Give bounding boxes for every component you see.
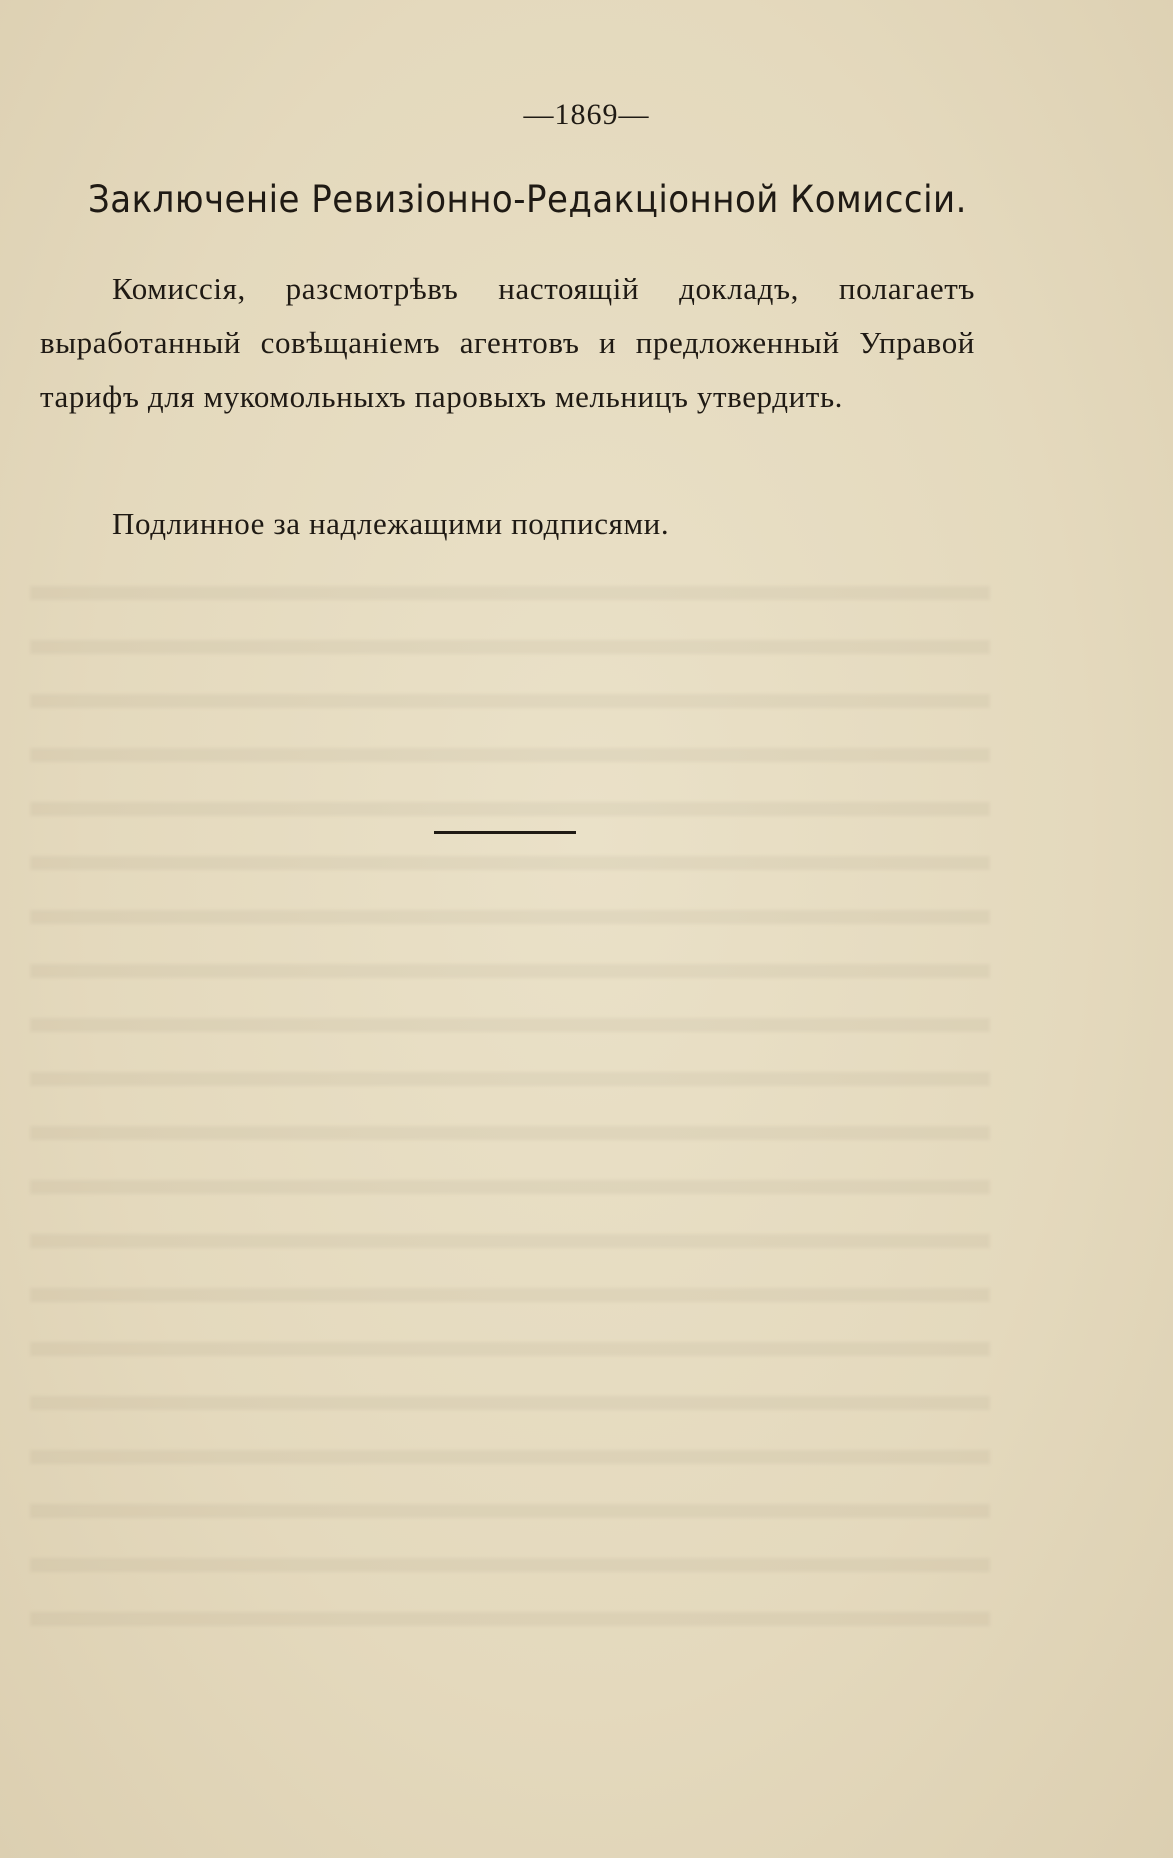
section-title: Заключенiе Ревизiонно-Редакцiонной Комиссiи. bbox=[88, 178, 967, 221]
body-paragraph: Комиссiя, разсмотрѣвъ настоящiй докладъ, полагаетъ выработанный совѣщанiемъ агентовъ и предложенный Управой тарифъ для мукомольныхъ паровыхъ мельницъ утвердить. bbox=[40, 271, 975, 414]
page-number: —1869— bbox=[523, 98, 650, 131]
closing-rule bbox=[434, 831, 576, 834]
bleed-through-texture bbox=[30, 560, 990, 1660]
signature-note: Подлинное за надлежащими подписями. bbox=[112, 506, 670, 541]
